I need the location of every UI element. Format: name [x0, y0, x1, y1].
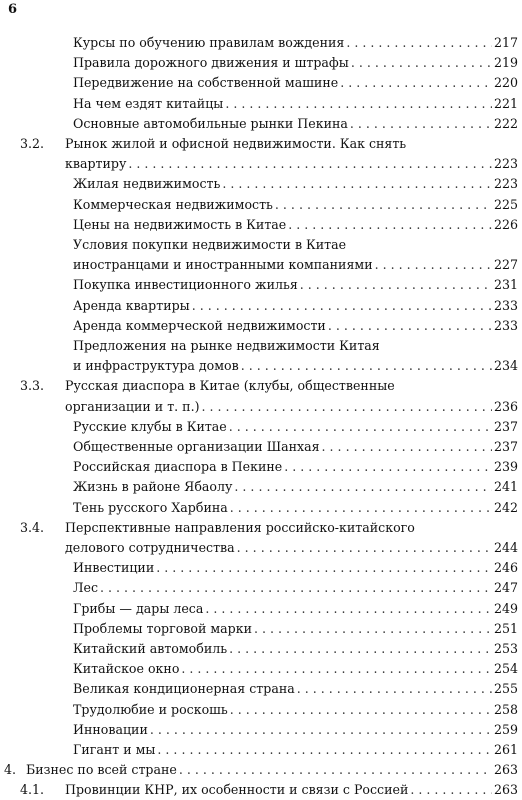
- toc-entry: [73, 720, 518, 740]
- toc-page-number: 223: [493, 156, 518, 172]
- toc-dot-leader: [179, 659, 492, 679]
- toc-entry-title: Перспективные направления российско-китайского: [65, 519, 415, 535]
- toc-entry: [20, 376, 518, 396]
- toc-entry-title: Русская диаспора в Китае (клубы, общественные: [65, 378, 395, 394]
- toc-entry: [73, 94, 518, 114]
- toc-entry: [73, 235, 518, 255]
- toc-dot-leader: [228, 498, 492, 518]
- toc-entry-title: Цены на недвижимость в Китае: [73, 216, 287, 232]
- toc-dot-leader: [203, 599, 492, 619]
- toc-dot-leader: [286, 215, 492, 235]
- toc-page-number: 223: [493, 176, 518, 192]
- toc-page-number: 222: [493, 115, 518, 131]
- toc-page-number: 247: [493, 580, 518, 596]
- toc-entry: [73, 639, 518, 659]
- toc-entry-title: Правила дорожного движения и штрафы: [73, 55, 349, 71]
- toc-entry: [73, 356, 518, 376]
- toc-page-number: 233: [493, 317, 518, 333]
- toc-page-number: 246: [493, 560, 518, 576]
- toc-page-number: 263: [493, 782, 518, 798]
- toc-entry: [73, 659, 518, 679]
- toc-entry: [65, 538, 518, 558]
- toc-entry-title: Бизнес по всей стране: [26, 762, 177, 778]
- toc-dot-leader: [177, 760, 492, 780]
- toc-page-number: 236: [493, 398, 518, 414]
- toc-entry-title: Передвижение на собственной машине: [73, 75, 339, 91]
- page-number: 6: [8, 2, 18, 17]
- toc-page-number: 244: [493, 540, 518, 555]
- toc-entry: [73, 316, 518, 336]
- toc-entry: [73, 195, 518, 215]
- toc-entry: [73, 114, 518, 134]
- toc-entry: [73, 437, 518, 457]
- toc-dot-leader: [154, 558, 492, 578]
- toc-entry-title: Покупка инвестиционного жилья: [73, 277, 298, 293]
- toc-dot-leader: [220, 174, 492, 194]
- toc-entry: [73, 599, 518, 619]
- toc-dot-leader: [344, 33, 492, 53]
- toc-page-number: 217: [493, 35, 518, 50]
- toc-entry-title: Русские клубы в Китае: [73, 418, 227, 434]
- toc-page-number: 237: [493, 439, 518, 454]
- toc-entry-title: Инновации: [73, 721, 148, 737]
- toc-entry-title: Курсы по обучению правилам вождения: [73, 35, 345, 50]
- toc-entry-title: Коммерческая недвижимость: [73, 196, 273, 212]
- toc-dot-leader: [200, 397, 492, 417]
- toc-page-number: 234: [493, 358, 518, 374]
- toc-dot-leader: [273, 195, 492, 215]
- toc-entry-title: Лес: [73, 580, 99, 596]
- toc-entry: [73, 700, 518, 720]
- toc-dot-leader: [408, 780, 492, 800]
- toc-page-number: 226: [493, 216, 518, 232]
- toc-dot-leader: [227, 639, 492, 659]
- toc-page-number: 242: [493, 499, 518, 515]
- toc-dot-leader: [235, 538, 492, 558]
- toc-entry-title: иностранцами и иностранными компаниями: [73, 257, 373, 273]
- toc-page-number: 254: [493, 661, 518, 677]
- toc-dot-leader: [348, 114, 492, 134]
- toc-entry-title: Инвестиции: [73, 560, 155, 576]
- toc-entry: [73, 33, 518, 53]
- toc-dot-leader: [232, 477, 492, 497]
- toc-entry: [73, 558, 518, 578]
- toc-entry: [73, 619, 518, 639]
- toc-dot-leader: [295, 679, 492, 699]
- toc-entry-title: квартиру: [65, 156, 127, 172]
- toc-entry: [73, 174, 518, 194]
- toc-section-number: 4.1.: [20, 782, 45, 798]
- toc-dot-leader: [338, 73, 492, 93]
- toc-page-number: 225: [493, 196, 518, 212]
- toc-entry-title: делового сотрудничества: [65, 540, 235, 555]
- toc-page-number: 219: [493, 55, 518, 71]
- toc-dot-leader: [298, 275, 492, 295]
- toc-entry: [73, 477, 518, 497]
- toc-entry-title: Грибы — дары леса: [73, 600, 204, 616]
- toc-dot-leader: [373, 255, 492, 275]
- toc-entry-title: Предложения на рынке недвижимости Китая: [73, 338, 380, 353]
- toc-entry: [20, 134, 518, 154]
- toc-entry-title: организации и т. п.): [65, 398, 200, 414]
- toc-entry-title: Китайское окно: [73, 661, 180, 677]
- toc-page-number: 261: [493, 742, 518, 757]
- toc-page-number: 255: [493, 681, 518, 697]
- toc-entry-title: Провинции КНР, их особенности и связи с Россией: [65, 782, 409, 798]
- toc-dot-leader: [349, 53, 492, 73]
- toc-entry-title: Жизнь в районе Ябаолу: [73, 479, 233, 495]
- toc-entry: [73, 417, 518, 437]
- toc-entry: [73, 73, 518, 93]
- toc-entry: [73, 275, 518, 295]
- toc-entry: [73, 679, 518, 699]
- toc-entry: [73, 578, 518, 598]
- toc-entry-title: На чем ездят китайцы: [73, 95, 224, 111]
- toc-entry: [73, 498, 518, 518]
- toc-entry-title: Общественные организации Шанхая: [73, 439, 320, 454]
- toc-page-number: 249: [493, 600, 518, 616]
- toc-dot-leader: [126, 154, 492, 174]
- toc-page-number: 227: [493, 257, 518, 273]
- toc-section-number: 3.3.: [20, 378, 45, 394]
- toc-entry-title: Жилая недвижимость: [73, 176, 221, 192]
- toc-entry-title: Аренда коммерческой недвижимости: [73, 317, 326, 333]
- toc-page-number: 259: [493, 721, 518, 737]
- toc-entry-title: Гигант и мы: [73, 742, 156, 757]
- toc-entry: [73, 457, 518, 477]
- toc-page-number: 251: [493, 620, 518, 636]
- toc-dot-leader: [320, 437, 492, 457]
- toc-entry-title: Российская диаспора в Пекине: [73, 459, 283, 475]
- toc-entry: [73, 296, 518, 316]
- toc-entry-title: Трудолюбие и роскошь: [73, 701, 228, 717]
- toc-dot-leader: [228, 700, 492, 720]
- toc-section-number: 4.: [4, 762, 17, 778]
- toc-entry: [73, 740, 518, 760]
- toc-dot-leader: [252, 619, 492, 639]
- toc-entry: [73, 215, 518, 235]
- toc-entry: [73, 336, 518, 356]
- toc-entry: [20, 780, 518, 800]
- toc-dot-leader: [227, 417, 492, 437]
- toc-entry-title: Великая кондиционерная страна: [73, 681, 295, 697]
- toc-page-number: 253: [493, 641, 518, 656]
- toc-entry-title: Рынок жилой и офисной недвижимости. Как снять: [65, 136, 407, 151]
- toc-entry-title: Тень русского Харбина: [73, 499, 228, 515]
- toc-page-number: 231: [493, 277, 518, 293]
- toc-dot-leader: [282, 457, 492, 477]
- toc-page-number: 263: [493, 762, 518, 778]
- toc-entry-title: Аренда квартиры: [73, 297, 190, 313]
- toc-entry: [20, 518, 518, 538]
- toc-entry-title: Основные автомобильные рынки Пекина: [73, 115, 348, 131]
- toc-dot-leader: [190, 296, 492, 316]
- toc-section-number: 3.2.: [20, 136, 45, 151]
- toc-page-number: 237: [493, 418, 518, 434]
- toc-entry: [65, 397, 518, 417]
- toc-page-number: 258: [493, 701, 518, 717]
- toc-dot-leader: [239, 356, 492, 376]
- toc-dot-leader: [326, 316, 492, 336]
- toc-entry-title: Китайский автомобиль: [73, 641, 228, 656]
- toc-page-number: 241: [493, 479, 518, 495]
- toc-page-number: 239: [493, 459, 518, 475]
- toc-page-number: 220: [493, 75, 518, 91]
- toc-entry-title: Проблемы торговой марки: [73, 620, 252, 636]
- toc-entry: [73, 255, 518, 275]
- toc-dot-leader: [148, 720, 492, 740]
- toc-entry-title: Условия покупки недвижимости в Китае: [73, 237, 347, 252]
- toc-entry: [4, 760, 518, 780]
- toc-dot-leader: [155, 740, 492, 760]
- toc-dot-leader: [223, 94, 492, 114]
- toc-dot-leader: [98, 578, 492, 598]
- toc-entry: [73, 53, 518, 73]
- toc-entry: [65, 154, 518, 174]
- toc-entry-title: и инфраструктура домов: [73, 358, 239, 374]
- toc-page-number: 233: [493, 297, 518, 313]
- toc-section-number: 3.4.: [20, 519, 45, 535]
- toc-page-number: 221: [493, 95, 518, 111]
